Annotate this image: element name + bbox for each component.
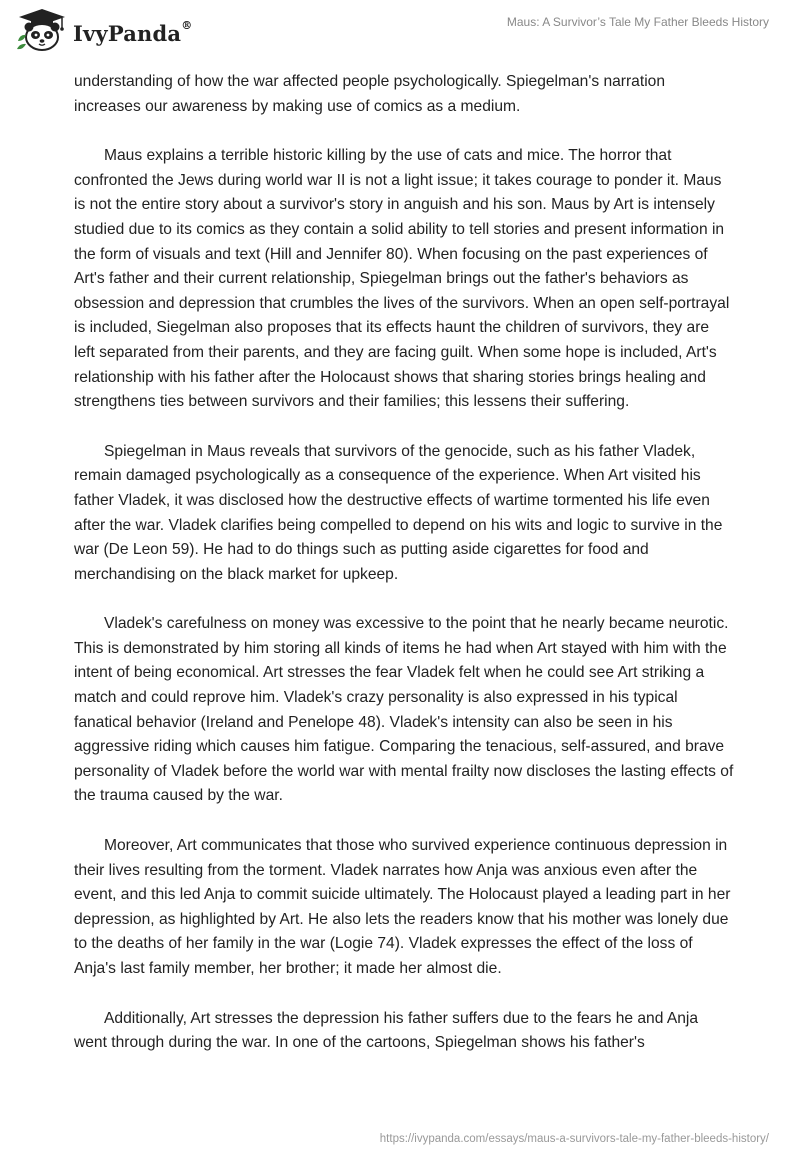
- panda-graduate-icon: [15, 7, 69, 53]
- essay-body: [74, 70, 734, 1081]
- paragraph: understanding of how the war affected people psychologically. Spiegelman's narration increases our awareness by making use of comics as a medium.: [74, 73, 666, 115]
- page-header: [0, 0, 800, 62]
- paragraph: Maus explains a terrible historic killing by the use of cats and mice. The horror that confronted the Jews during world war II is not a light issue; it takes courage to ponder it. Maus is not the entire story about a survivor's story in anguish and his son. Maus by Art is intensely studied due to its comics as they contain a solid ability to tell stories and present information in the form of visuals and text (Hill and Jennifer 80). When focusing on the past experiences of Art's father and their current relationship, Spiegelman brings out the father's behaviors as obsession and depression that crumbles the lives of the survivors. When an open self-portrayal is included, Siegelman also proposes that its effects haunt the children of survivors, they are left separated from their parents, and they are facing guilt. When some hope is included, Art's relationship with his father after the Holocaust shows that sharing stories brings healing and strengthens ties between survivors and their families; this lessens their suffering.: [74, 147, 730, 411]
- paragraph: Vladek's carefulness on money was excessive to the point that he nearly became neurotic. This is demonstrated by him storing all kinds of items he had when Art stayed with him with the intent of being economical. Art stresses the fear Vladek felt when he could see Art striking a match and could reprove him. Vladek's crazy personality is also expressed in his typical fanatical behavior (Ireland and Penelope 48). Vladek's intensity can also be seen in his aggressive riding which causes him fatigue. Comparing the tenacious, self-assured, and brave personality of Vladek before the world war with mental frailty now discloses the lasting effects of the trauma caused by the war.: [74, 615, 734, 805]
- logo[interactable]: [15, 7, 192, 53]
- paragraph: Moreover, Art communicates that those who survived experience continuous depression in their lives resulting from the torment. Vladek narrates how Anja was anxious even after the event, and this led Anja to commit suicide ultimately. The Holocaust played a leading part in her depression, as highlighted by Art. He also lets the readers know that his mother was lonely due to the deaths of her family in the war (Logie 74). Vladek expresses the effect of the loss of Anja's last family member, her brother; it made her almost die.: [74, 837, 731, 977]
- paragraph: Additionally, Art stresses the depression his father suffers due to the fears he and Anja went through during the war. In one of the cartoons, Spiegelman shows his father's: [74, 1009, 699, 1052]
- registered-mark: ®: [181, 18, 193, 32]
- source-url[interactable]: https://ivypanda.com/essays/maus-a-survivors-tale-my-father-bleeds-history/: [379, 1133, 769, 1145]
- paragraph: Spiegelman in Maus reveals that survivors of the genocide, such as his father Vladek, remain damaged psychologically as a consequence of the experience. When Art visited his father Vladek, it was disclosed how the destructive effects of wartime tormented his life even after the war. Vladek clarifies being compelled to depend on his wits and logic to survive in the war (De Leon 59). He had to do things such as putting aside cigarettes for food and merchandising on the black market for upkeep.: [74, 442, 723, 583]
- logo-text: IvyPanda®: [73, 18, 193, 46]
- document-title: Maus: A Survivor’s Tale My Father Bleeds History: [506, 15, 769, 29]
